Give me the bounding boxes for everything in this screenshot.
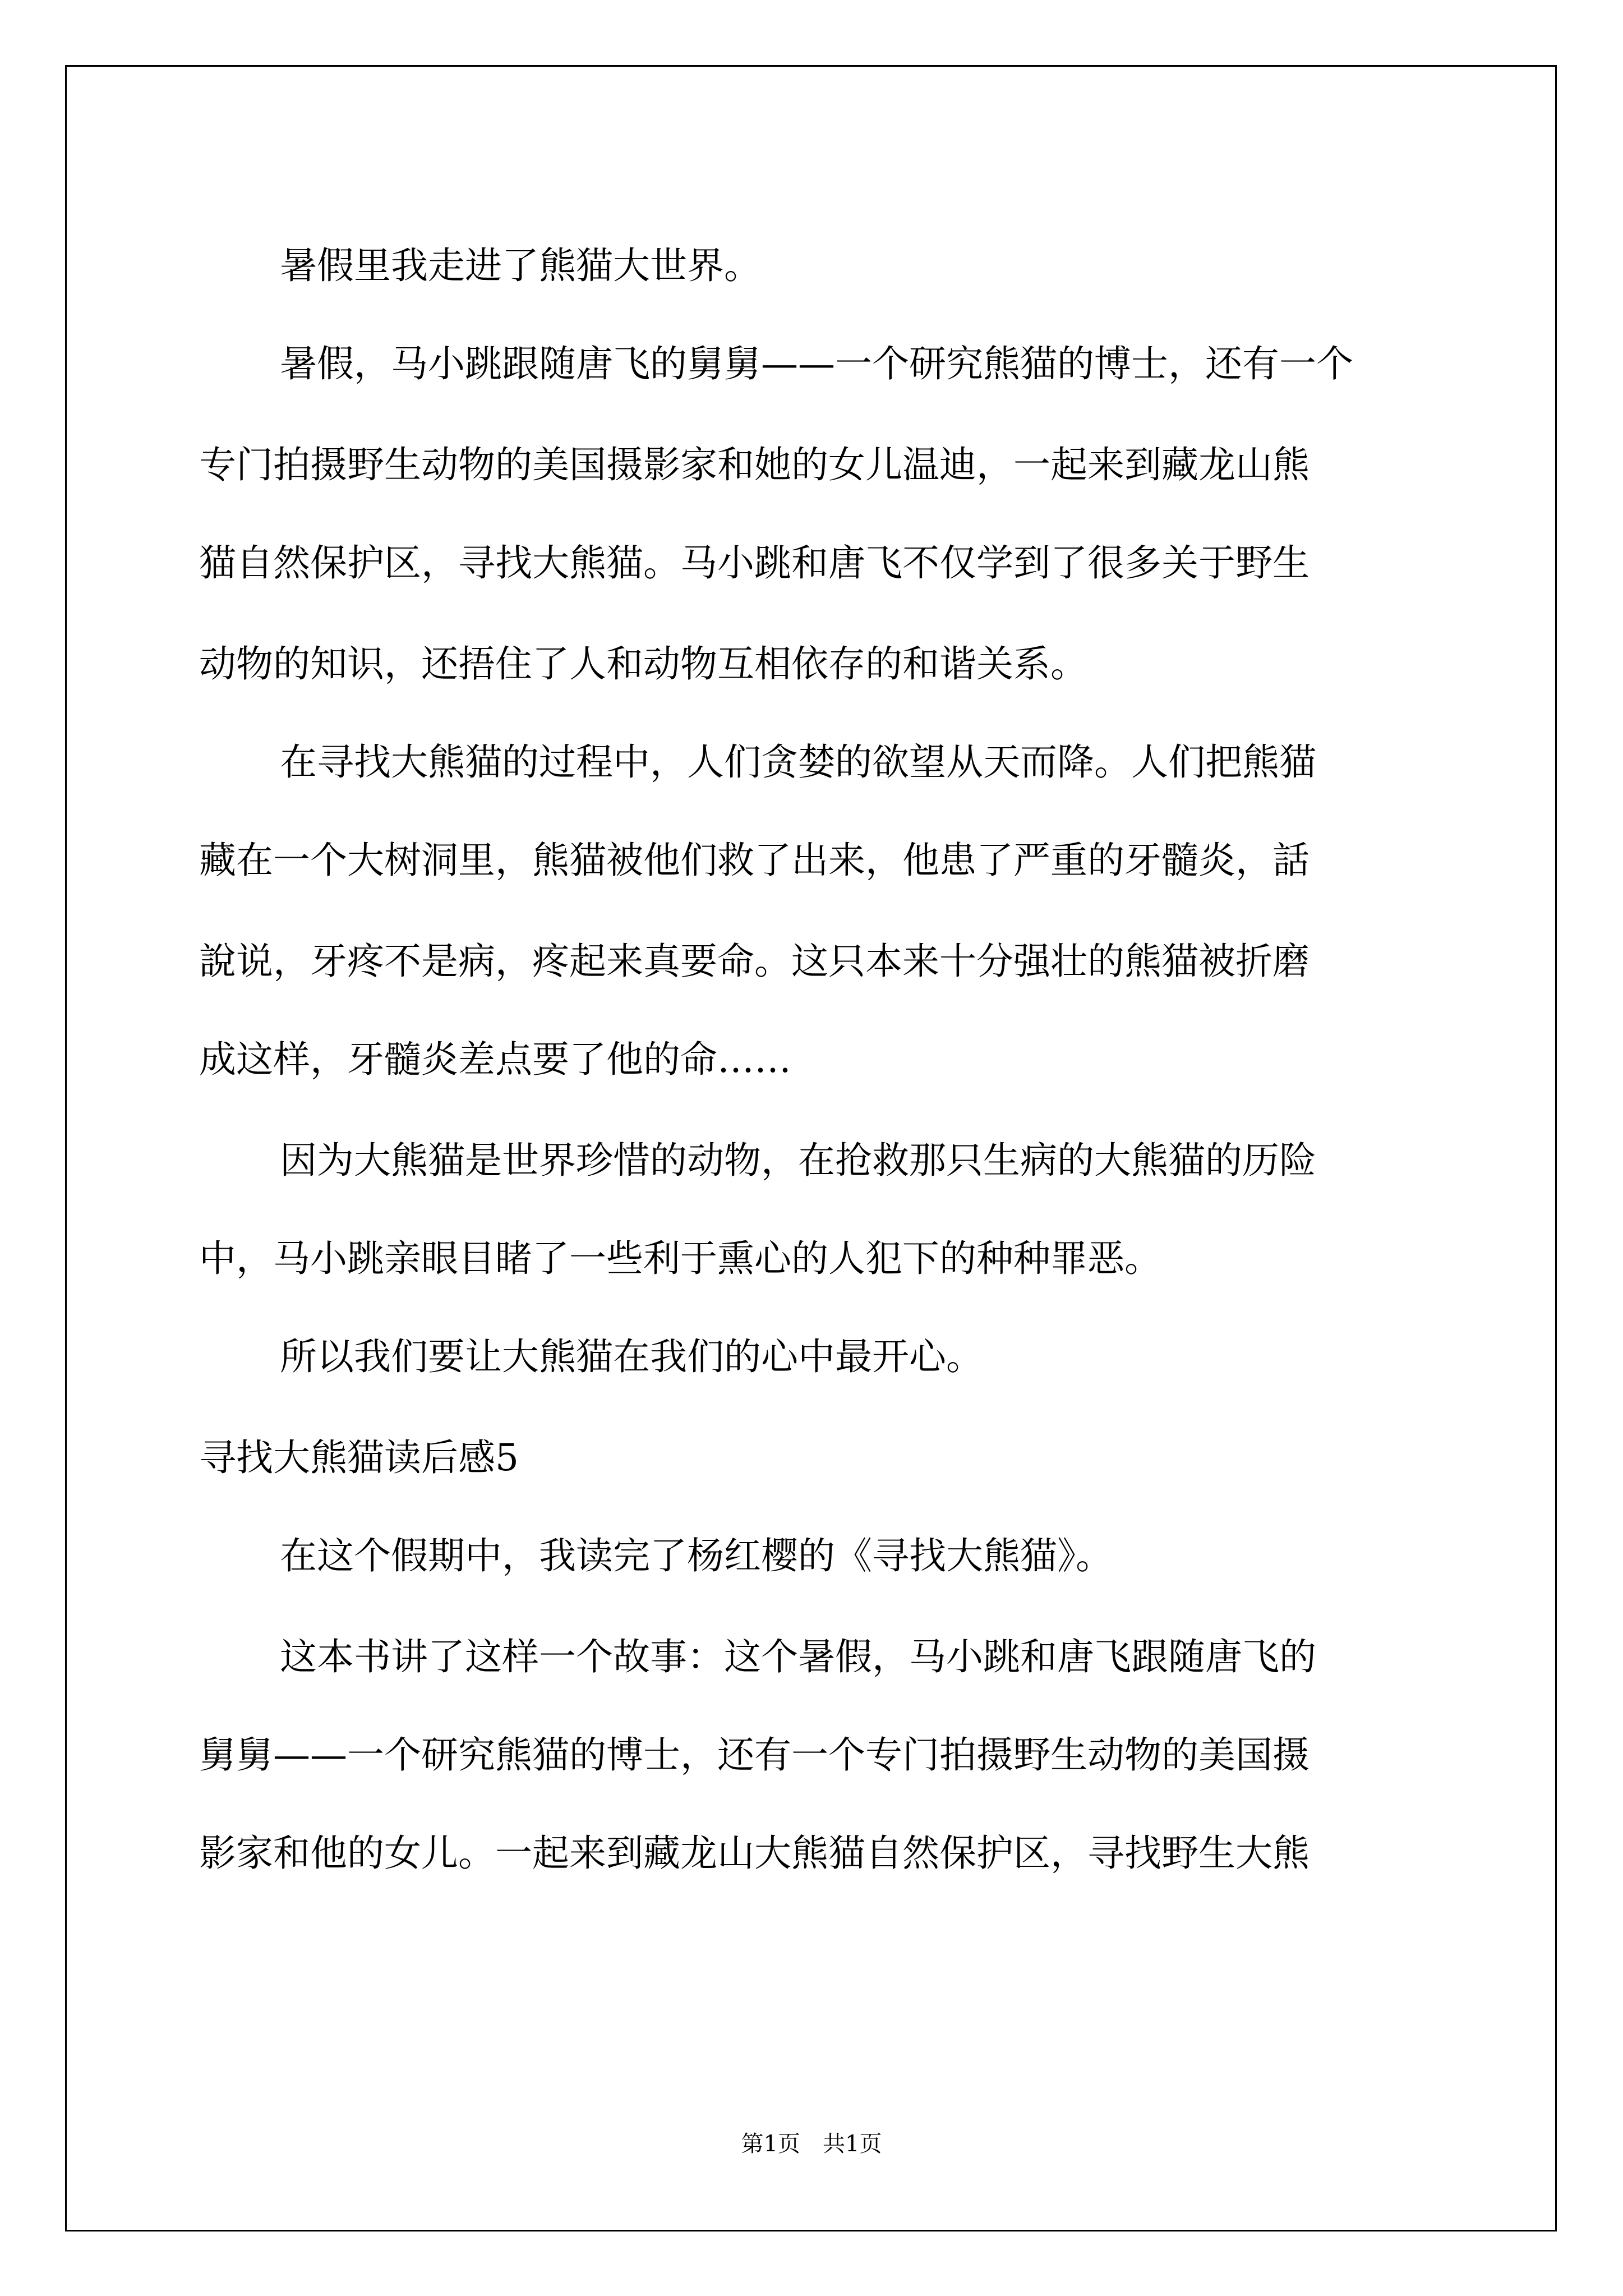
text-line: 在这个假期中，我读完了杨红樱的《寻找大熊猫》。 <box>280 1534 1113 1577</box>
text-line: 舅舅——一个研究熊猫的博士，还有一个专门拍摄野生动物的美国摄 <box>199 1733 1310 1777</box>
text-line: 暑假，马小跳跟随唐飞的舅舅——一个研究熊猫的博士，还有一个 <box>280 342 1353 385</box>
text-line: 猫自然保护区，寻找大熊猫。马小跳和唐飞不仅学到了很多关于野生 <box>199 541 1310 585</box>
page-footer: 第1页 共1页 <box>741 2131 882 2157</box>
text-line: 在寻找大熊猫的过程中，人们贪婪的欲望从天而降。人们把熊猫 <box>280 740 1316 784</box>
text-line: 所以我们要让大熊猫在我们的心中最开心。 <box>280 1335 983 1378</box>
text-line: 这本书讲了这样一个故事：这个暑假，马小跳和唐飞跟随唐飞的 <box>280 1635 1316 1678</box>
text-line: 影家和他的女儿。一起来到藏龙山大熊猫自然保护区，寻找野生大熊 <box>199 1832 1310 1875</box>
text-line: 成这样，牙髓炎差点要了他的命…… <box>199 1038 791 1081</box>
text-line: 专门拍摄野生动物的美国摄影家和她的女儿温迪，一起来到藏龙山熊 <box>199 443 1310 486</box>
text-line: 說说，牙疼不是病，疼起来真要命。这只本来十分强壮的熊猫被折磨 <box>199 940 1310 983</box>
section-heading: 寻找大熊猫读后感5 <box>199 1436 519 1479</box>
text-line: 动物的知识，还捂住了人和动物互相依存的和谐关系。 <box>199 642 1087 685</box>
text-line: 中，马小跳亲眼目睹了一些利于熏心的人犯下的种种罪恶。 <box>199 1237 1161 1280</box>
text-line: 暑假里我走进了熊猫大世界。 <box>280 244 761 287</box>
text-line: 藏在一个大树洞里，熊猫被他们救了出来，他患了严重的牙髓炎，話 <box>199 839 1310 882</box>
text-line: 因为大熊猫是世界珍惜的动物，在抢救那只生病的大熊猫的历险 <box>280 1139 1316 1182</box>
